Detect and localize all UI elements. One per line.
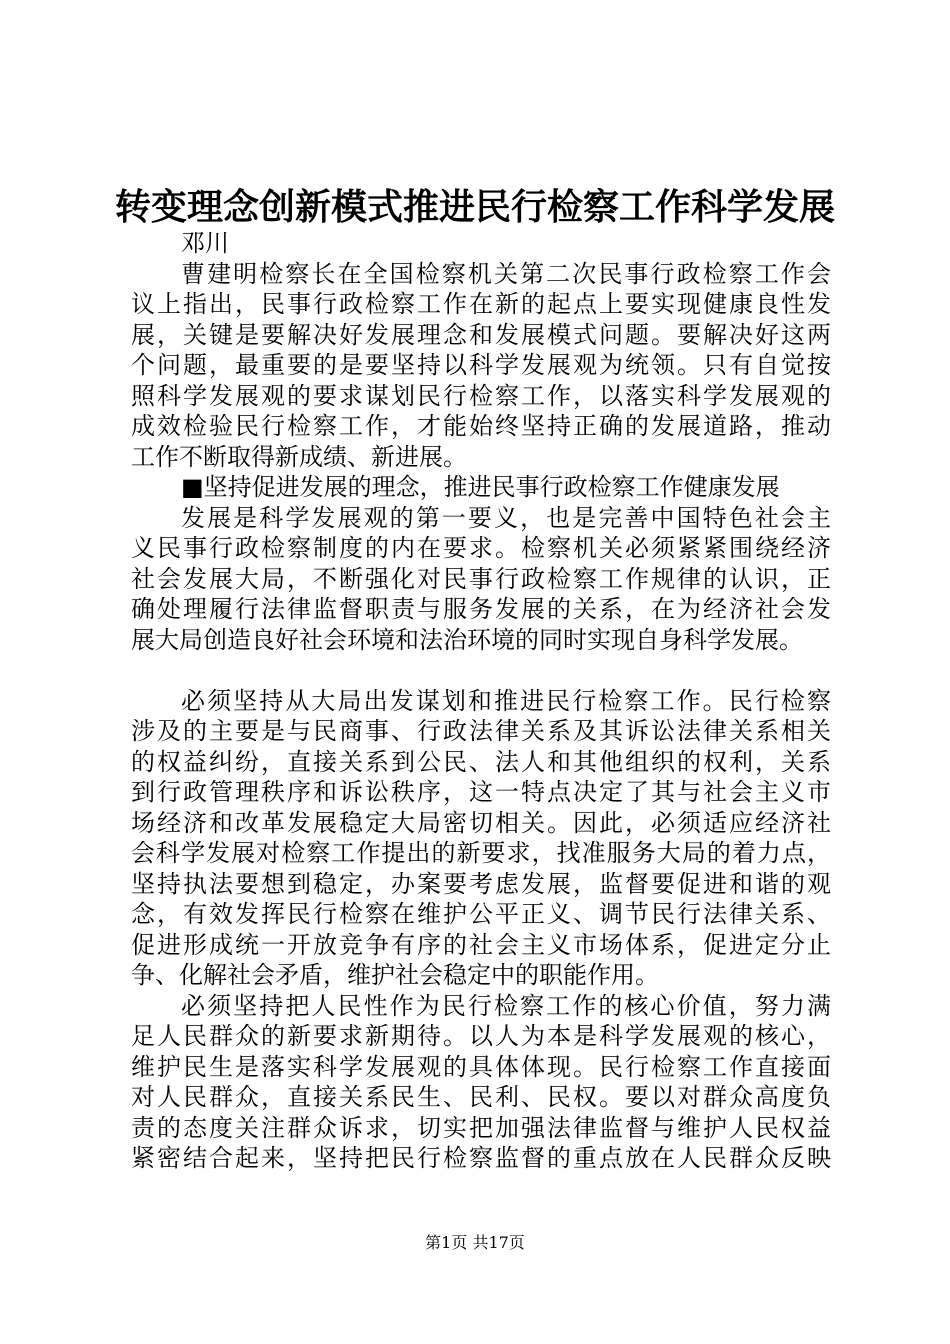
paragraph-line: 责的态度关注群众诉求，切实把加强法律监督与维护人民权益 — [131, 1113, 831, 1142]
blank-line — [131, 655, 831, 686]
paragraph-line: 的权益纠纷，直接关系到公民、法人和其他组织的权利，关系 — [131, 747, 831, 776]
paragraph-1 — [131, 259, 831, 473]
paragraph-2 — [131, 503, 831, 656]
paragraph-line: 议上指出，民事行政检察工作在新的起点上要实现健康良性发 — [131, 290, 831, 318]
section-heading: ■坚持促进发展的理念，推进民事行政检察工作健康发展 — [181, 473, 780, 501]
author-line: 邓川 — [181, 229, 229, 257]
paragraph-line: 必须坚持把人民性作为民行检察工作的核心价值，努力满 — [181, 991, 831, 1020]
paragraph-3 — [131, 686, 831, 991]
paragraph-line: 个问题，最重要的是要坚持以科学发展观为统领。只有自觉按 — [131, 351, 831, 379]
document-title: 转变理念创新模式推进民行检察工作科学发展 — [114, 187, 835, 228]
paragraph-line: 工作不断取得新成绩、新进展。 — [131, 442, 467, 471]
paragraph-line: 念，有效发挥民行检察在维护公平正义、调节民行法律关系、 — [131, 900, 831, 928]
paragraph-line: 会科学发展对检察工作提出的新要求，找准服务大局的着力点， — [131, 839, 831, 867]
paragraph-line: 到行政管理秩序和诉讼秩序，这一特点决定了其与社会主义市 — [131, 778, 831, 806]
paragraph-line: 足人民群众的新要求新期待。以人为本是科学发展观的核心， — [131, 1022, 831, 1050]
paragraph-line: 场经济和改革发展稳定大局密切相关。因此，必须适应经济社 — [131, 808, 831, 837]
page-footer: 第1页 共17页 — [425, 1233, 525, 1252]
paragraph-line: 社会发展大局，不断强化对民事行政检察工作规律的认识，正 — [131, 564, 831, 593]
paragraph-line: 照科学发展观的要求谋划民行检察工作，以落实科学发展观的 — [131, 381, 831, 410]
paragraph-line: 对人民群众，直接关系民生、民利、民权。要以对群众高度负 — [131, 1083, 831, 1111]
paragraph-line: 坚持执法要想到稳定，办案要考虑发展，监督要促进和谐的观 — [131, 869, 831, 898]
paragraph-line: 维护民生是落实科学发展观的具体体现。民行检察工作直接面 — [131, 1052, 831, 1081]
document-body — [131, 228, 831, 1174]
paragraph-line: 涉及的主要是与民商事、行政法律关系及其诉讼法律关系相关 — [131, 717, 831, 745]
paragraph-line: 展，关键是要解决好发展理念和发展模式问题。要解决好这两 — [131, 320, 831, 349]
paragraph-line: 促进形成统一开放竞争有序的社会主义市场体系，促进定分止 — [131, 930, 831, 959]
paragraph-line: 发展是科学发展观的第一要义，也是完善中国特色社会主 — [181, 503, 831, 532]
paragraph-line: 确处理履行法律监督职责与服务发展的关系，在为经济社会发 — [131, 595, 831, 623]
paragraph-4 — [131, 991, 831, 1174]
paragraph-line: 展大局创造良好社会环境和法治环境的同时实现自身科学发展。 — [131, 625, 803, 654]
paragraph-line: 必须坚持从大局出发谋划和推进民行检察工作。民行检察 — [181, 686, 831, 715]
paragraph-line: 紧密结合起来，坚持把民行检察监督的重点放在人民群众反映 — [131, 1144, 831, 1172]
paragraph-line: 争、化解社会矛盾，维护社会稳定中的职能作用。 — [131, 961, 659, 989]
paragraph-line: 曹建明检察长在全国检察机关第二次民事行政检察工作会 — [181, 259, 831, 288]
paragraph-line: 成效检验民行检察工作，才能始终坚持正确的发展道路，推动 — [131, 412, 831, 440]
paragraph-line: 义民事行政检察制度的内在要求。检察机关必须紧紧围绕经济 — [131, 534, 831, 562]
